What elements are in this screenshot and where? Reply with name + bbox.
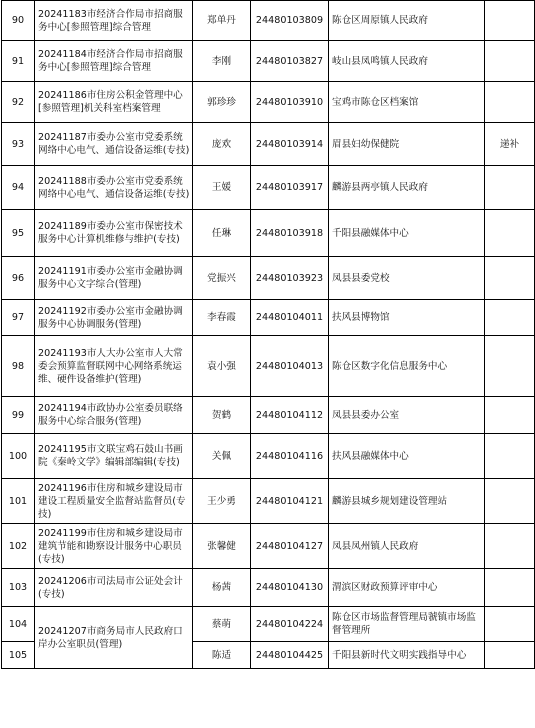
candidate-name: 郑单丹 [193, 1, 251, 41]
post-title: 20241188市委办公室市党委系统网络中心电气、通信设备运维(专技) [35, 166, 193, 210]
remark [485, 569, 535, 607]
row-number: 104 [2, 607, 35, 642]
table-row [2, 397, 535, 434]
table-row [2, 166, 535, 210]
candidate-name: 党振兴 [193, 257, 251, 300]
work-unit: 千阳县新时代文明实践指导中心 [329, 642, 485, 669]
work-unit: 渭滨区财政预算评审中心 [329, 569, 485, 607]
candidate-name: 李刚 [193, 41, 251, 82]
remark [485, 300, 535, 336]
ticket-number: 24480103917 [251, 166, 329, 210]
remark [485, 82, 535, 123]
row-number: 102 [2, 524, 35, 569]
post-title: 20241189市委办公室市保密技术服务中心计算机维修与维护(专技) [35, 210, 193, 257]
work-unit: 扶风县融媒体中心 [329, 434, 485, 479]
candidate-name: 蔡萌 [193, 607, 251, 642]
ticket-number: 24480104121 [251, 479, 329, 524]
candidate-name: 关佩 [193, 434, 251, 479]
table-row [2, 300, 535, 336]
table-row [2, 434, 535, 479]
remark [485, 166, 535, 210]
work-unit: 陈仓区市场监督管理局虢镇市场监督管理所 [329, 607, 485, 642]
post-title: 20241195市文联宝鸡石鼓山书画院《秦岭文学》编辑部编辑(专技) [35, 434, 193, 479]
post-title: 20241206市司法局市公证处会计(专技) [35, 569, 193, 607]
work-unit: 凤县县委办公室 [329, 397, 485, 434]
candidate-name: 陈适 [193, 642, 251, 669]
table-row [2, 257, 535, 300]
candidate-name: 张馨健 [193, 524, 251, 569]
remark [485, 41, 535, 82]
ticket-number: 24480104116 [251, 434, 329, 479]
results-table-body [2, 1, 535, 669]
work-unit: 眉县妇幼保健院 [329, 123, 485, 166]
post-title: 20241187市委办公室市党委系统网络中心电气、通信设备运维(专技) [35, 123, 193, 166]
candidate-name: 袁小强 [193, 336, 251, 397]
row-number: 93 [2, 123, 35, 166]
remark [485, 642, 535, 669]
row-number: 95 [2, 210, 35, 257]
remark [485, 257, 535, 300]
remark [485, 210, 535, 257]
remark [485, 607, 535, 642]
table-row [2, 336, 535, 397]
table-row [2, 479, 535, 524]
work-unit: 麟游县两亭镇人民政府 [329, 166, 485, 210]
work-unit: 陈仓区数字化信息服务中心 [329, 336, 485, 397]
row-number: 94 [2, 166, 35, 210]
ticket-number: 24480103910 [251, 82, 329, 123]
table-row [2, 41, 535, 82]
table-row [2, 607, 535, 642]
post-title: 20241184市经济合作局市招商服务中心[参照管理]综合管理 [35, 41, 193, 82]
remark: 递补 [485, 123, 535, 166]
candidate-name: 庞欢 [193, 123, 251, 166]
remark [485, 397, 535, 434]
ticket-number: 24480103827 [251, 41, 329, 82]
work-unit: 陈仓区周原镇人民政府 [329, 1, 485, 41]
candidate-name: 郭珍珍 [193, 82, 251, 123]
candidate-name: 贺鹤 [193, 397, 251, 434]
row-number: 90 [2, 1, 35, 41]
row-number: 96 [2, 257, 35, 300]
ticket-number: 24480103914 [251, 123, 329, 166]
ticket-number: 24480104130 [251, 569, 329, 607]
ticket-number: 24480104112 [251, 397, 329, 434]
table-row [2, 123, 535, 166]
candidate-name: 王媛 [193, 166, 251, 210]
post-title: 20241193市人大办公室市人大常委会预算监督联网中心网络系统运维、硬件设备维护(管理) [35, 336, 193, 397]
post-title: 20241196市住房和城乡建设局市建设工程质量安全监督站监督员(专技) [35, 479, 193, 524]
table-row [2, 82, 535, 123]
remark [485, 1, 535, 41]
candidate-name: 李春霞 [193, 300, 251, 336]
table-row [2, 569, 535, 607]
candidate-name: 任琳 [193, 210, 251, 257]
candidate-name: 王少勇 [193, 479, 251, 524]
post-title: 20241186市住房公积金管理中心[参照管理]机关科室档案管理 [35, 82, 193, 123]
ticket-number: 24480104127 [251, 524, 329, 569]
remark [485, 524, 535, 569]
post-title: 20241183市经济合作局市招商服务中心[参照管理]综合管理 [35, 1, 193, 41]
candidate-name: 杨茜 [193, 569, 251, 607]
remark [485, 434, 535, 479]
work-unit: 扶风县博物馆 [329, 300, 485, 336]
row-number: 103 [2, 569, 35, 607]
row-number: 91 [2, 41, 35, 82]
work-unit: 凤县县委党校 [329, 257, 485, 300]
work-unit: 凤县凤州镇人民政府 [329, 524, 485, 569]
row-number: 101 [2, 479, 35, 524]
table-row [2, 1, 535, 41]
ticket-number: 24480103918 [251, 210, 329, 257]
work-unit: 千阳县融媒体中心 [329, 210, 485, 257]
post-title: 20241194市政协办公室委员联络服务中心综合服务(管理) [35, 397, 193, 434]
row-number: 97 [2, 300, 35, 336]
post-title: 20241191市委办公室市金融协调服务中心文字综合(管理) [35, 257, 193, 300]
table-row [2, 210, 535, 257]
remark [485, 336, 535, 397]
table-row [2, 524, 535, 569]
ticket-number: 24480104425 [251, 642, 329, 669]
row-number: 98 [2, 336, 35, 397]
post-title: 20241199市住房和城乡建设局市建筑节能和勘察设计服务中心职员(专技) [35, 524, 193, 569]
ticket-number: 24480104013 [251, 336, 329, 397]
work-unit: 岐山县凤鸣镇人民政府 [329, 41, 485, 82]
row-number: 99 [2, 397, 35, 434]
ticket-number: 24480103923 [251, 257, 329, 300]
row-number: 105 [2, 642, 35, 669]
row-number: 100 [2, 434, 35, 479]
row-number: 92 [2, 82, 35, 123]
ticket-number: 24480103809 [251, 1, 329, 41]
remark [485, 479, 535, 524]
post-title: 20241192市委办公室市金融协调服务中心协调服务(管理) [35, 300, 193, 336]
ticket-number: 24480104011 [251, 300, 329, 336]
ticket-number: 24480104224 [251, 607, 329, 642]
results-table [1, 0, 535, 669]
post-title: 20241207市商务局市人民政府口岸办公室职员(管理) [35, 607, 193, 669]
work-unit: 麟游县城乡规划建设管理站 [329, 479, 485, 524]
work-unit: 宝鸡市陈仓区档案馆 [329, 82, 485, 123]
